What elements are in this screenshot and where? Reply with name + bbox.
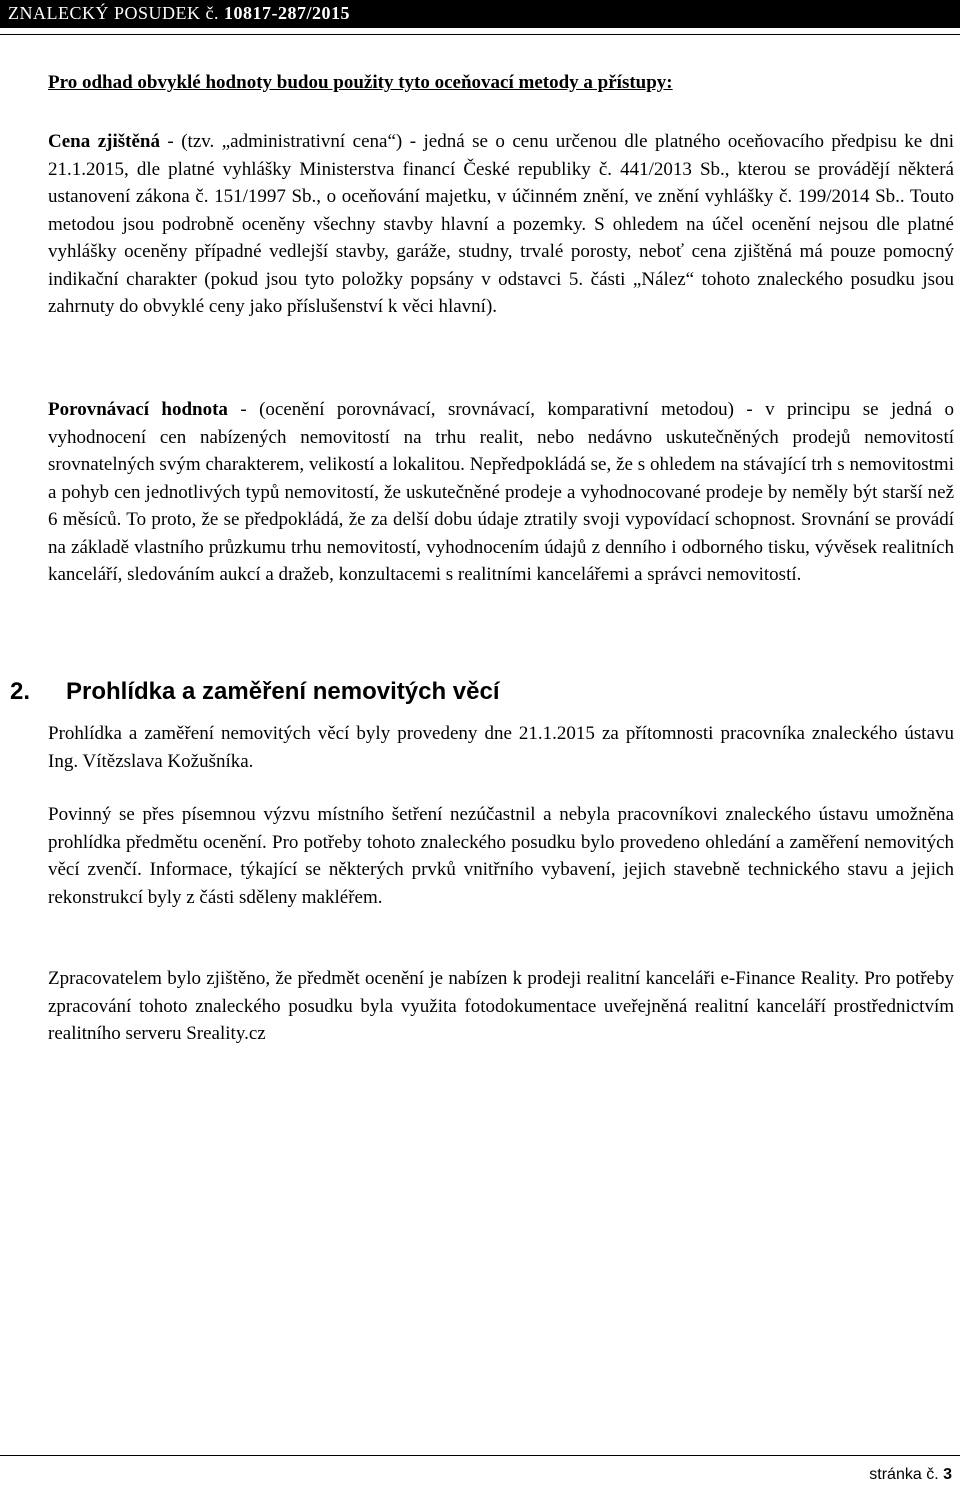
- cena-zjistena-text: - (tzv. „administrativní cena“) - jedná se o cenu určenou dle platného oceňovacího předpisu ke dni 21.1.2015, dle platné vyhlášky Ministerstva financí České republiky č. 441/2013 Sb., kterou se provádějí některá ustanovení zákona č. 151/1997 Sb., o oceňování majetku, v účinném znění, ve znění vyhlášky č. 199/2014 Sb.. Touto metodou jsou podrobně oceněny všechny stavby hlavní a pozemky. S ohledem na účel ocenění nejsou dle platné vyhlášky oceněny případné vedlejší stavby, garáže, studny, trvalé porosty, neboť cena zjištěná má pouze pomocný indikační charakter (pokud jsou tyto položky popsány v odstavci 5. části „Nález“ tohoto znaleckého posudku jsou zahrnuty do obvyklé ceny jako příslušenství k věci hlavní).: [48, 131, 954, 317]
- document-header: [0, 0, 960, 28]
- header-title: [8, 3, 350, 24]
- porovnavaci-text: - (ocenění porovnávací, srovnávací, komparativní metodou) - v principu se jedná o vyhodnocení cen nabízených nemovitostí na trhu realit, nebo nedávno uskutečněných prodejů nemovitostí srovnatelných svým charakterem, velikostí a lokalitou. Nepředpokládá se, že s ohledem na stávající trh s nemovitostmi a pohyb cen jednotlivých typů nemovitostí, že uskutečněné prodeje a vyhodnocované prodeje by neměly být starší než 6 měsíců. To proto, že se předpokládá, že za delší dobu údaje ztratily svoji vypovídací schopnost. Srovnání se provádí na základě vlastního průzkumu trhu nemovitostí, vyhodnocením údajů z denního i odborného tisku, vývěsek realitních kanceláří, sledováním aukcí a dražeb, konzultacemi s realitními kancelářemi a správci nemovitostí.: [48, 399, 954, 585]
- owner-paragraph: Povinný se přes písemnou výzvu místního šetření nezúčastnil a nebyla pracovníkovi znaleckého ústavu umožněna prohlídka předmětu ocenění. Pro potřeby tohoto znaleckého posudku bylo provedeno ohledání a zaměření nemovitých věcí zvenčí. Informace, týkající se některých prvků vnitřního vybavení, jejich stavebně technického stavu a jejich rekonstrukcí byly z části sděleny makléřem.: [48, 804, 954, 908]
- methods-heading: Pro odhad obvyklé hodnoty budou použity tyto oceňovací metody a přístupy:: [48, 72, 673, 93]
- inspection-paragraph: Prohlídka a zaměření nemovitých věcí byly provedeny dne 21.1.2015 za přítomnosti pracovníka znaleckého ústavu Ing. Vítězslava Kožušníka.: [48, 723, 954, 772]
- inspection-block: [48, 720, 954, 775]
- page-number: [869, 1466, 952, 1484]
- section-2-heading: [10, 678, 910, 706]
- header-document-number: 10817-287/2015: [224, 3, 350, 23]
- owner-block: [48, 801, 954, 911]
- header-title-text: ZNALECKÝ POSUDEK č.: [8, 3, 219, 23]
- cena-zjistena-paragraph: [48, 128, 954, 321]
- porovnavaci-block: [48, 396, 954, 589]
- porovnavaci-paragraph: [48, 396, 954, 589]
- cena-zjistena-term: Cena zjištěná: [48, 131, 160, 152]
- porovnavaci-term: Porovnávací hodnota: [48, 399, 228, 420]
- cena-zjistena-block: [48, 128, 954, 321]
- section-title: Prohlídka a zaměření nemovitých věcí: [66, 678, 500, 705]
- processor-block: [48, 965, 954, 1048]
- methods-heading-block: [48, 70, 954, 96]
- header-divider: [0, 34, 960, 35]
- processor-paragraph: Zpracovatelem bylo zjištěno, že předmět ocenění je nabízen k prodeji realitní kanceláři e-Finance Reality. Pro potřeby zpracování tohoto znaleckého posudku byla využita fotodokumentace uveřejněná realitní kanceláří prostřednictvím realitního serveru Sreality.cz: [48, 968, 954, 1044]
- page-number-label: stránka č.: [869, 1466, 939, 1483]
- footer-divider: [0, 1455, 960, 1456]
- section-number: 2.: [10, 678, 31, 705]
- page-number-value: 3: [943, 1466, 952, 1483]
